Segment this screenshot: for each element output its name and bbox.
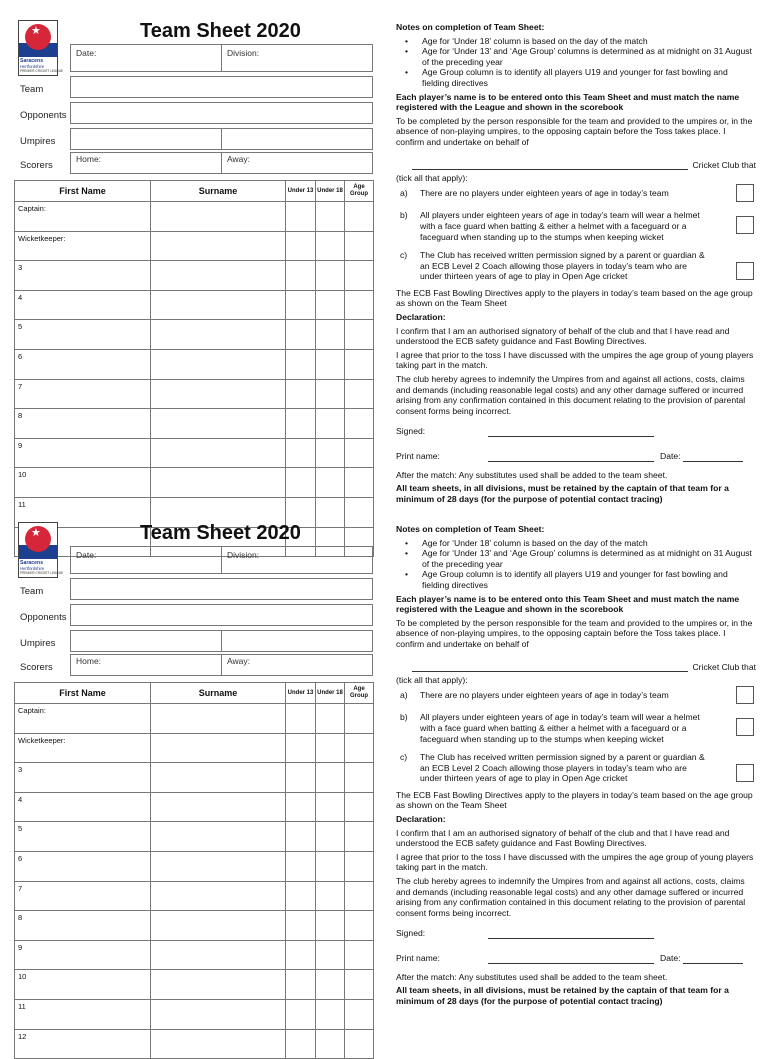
option-c [396,250,756,282]
completion-note: To be completed by the person responsible for the team and provided to the umpires or, in the absence of non-playing umpires, to the opposing captain before the Toss takes place. I confirm and undertake on behalf of [396,115,753,147]
col-age-group: Age Group [345,683,374,704]
signed-label: Signed: [396,426,426,437]
table-row[interactable]: Captain: [15,202,374,232]
notes-bullets [396,36,756,89]
sign-date-field[interactable] [683,451,743,462]
date-label: Date: [660,451,681,461]
print-name-label: Print name: [396,451,440,461]
declaration-3: The club hereby agrees to indemnify the Umpires from and against all actions, costs, claims and demands (including reasonable legal costs) and any other damage suffered or incurred arising from any confirmation contained in this document relating to the provision of parental consent forms being incorrect. [396,374,746,416]
option-a-checkbox[interactable] [736,184,754,202]
declaration-2: I agree that prior to the toss I have discussed with the umpires the age group of young players taking part in the match. [396,349,754,371]
ecb-directives-note: The ECB Fast Bowling Directives apply to the players in today’s team based on the age group as shown on the Team Sheet [396,287,753,309]
table-row[interactable]: 5 [15,320,374,350]
date-label: Date: [76,550,97,560]
signature-field[interactable] [488,426,654,437]
signed-row [396,928,756,939]
after-match-note: After the match: Any substitutes used shall be added to the team sheet. [396,469,668,480]
option-c-checkbox[interactable] [736,764,754,782]
umpire1-field[interactable] [70,630,222,652]
option-b [396,210,756,242]
signed-label: Signed: [396,928,426,939]
date-label: Date: [76,48,97,58]
away-label: Away: [227,154,250,164]
list-item: • Age for ‘Under 18’ column is based on the day of the match [422,36,756,47]
team-field[interactable] [70,578,373,600]
logo-line1: Saracens [20,58,44,64]
ecb-directives-note: The ECB Fast Bowling Directives apply to the players in today’s team based on the age group as shown on the Team Sheet [396,789,753,811]
option-a [396,690,756,701]
tick-all-label: (tick all that apply): [396,675,468,686]
club-suffix: Cricket Club that [692,159,756,170]
option-b-text: All players under eighteen years of age in today’s team will wear a helmet with a face guard when batting & either a helmet with a faceguard or a faceguard when standing up to the stumps when keeping wicket [420,712,700,744]
completion-note: To be completed by the person responsible for the team and provided to the umpires or, in the absence of non-playing umpires, to the opposing captain before the Toss takes place. I confirm and undertake on behalf of [396,617,753,649]
col-first-name: First Name [15,683,151,704]
table-row[interactable]: 10 [15,970,374,1000]
umpire2-field[interactable] [221,630,373,652]
opponents-field[interactable] [70,102,373,124]
scorers-label: Scorers [20,160,53,171]
umpires-label: Umpires [20,136,56,147]
players-table [14,180,374,557]
col-surname: Surname [151,181,286,202]
page-title: Team Sheet 2020 [140,20,301,42]
option-b-checkbox[interactable] [736,216,754,234]
table-row[interactable]: 6 [15,851,374,881]
list-item: • Age Group column is to identify all players U19 and younger for fast bowling and fielding directives [422,67,756,88]
table-row[interactable]: Wicketkeeper: [15,231,374,261]
table-row[interactable]: 3 [15,261,374,291]
table-row[interactable]: 4 [15,792,374,822]
notes-panel [396,524,756,1009]
after-match-note: After the match: Any substitutes used shall be added to the team sheet. [396,971,668,982]
team-label: Team [20,84,44,95]
retention-note: All team sheets, in all divisions, must be retained by the captain of that team for a minimum of 28 days (for the purpose of potential contact tracing) [396,483,729,504]
notes-panel [396,22,756,507]
option-c-label: c) [400,250,408,261]
table-row[interactable]: 10 [15,468,374,498]
saracens-logo: ★ Saracens Hertfordshire PREMIER CRICKET LEAGUE [18,522,58,578]
table-row[interactable]: Wicketkeeper: [15,733,374,763]
declaration-3: The club hereby agrees to indemnify the Umpires from and against all actions, costs, claims and demands (including reasonable legal costs) and any other damage suffered or incurred arising from any confirmation contained in this document relating to the provision of parental consent forms being incorrect. [396,876,746,918]
club-name-field[interactable] [412,671,688,672]
logo-line3: PREMIER CRICKET LEAGUE [20,571,64,575]
list-item: • Age Group column is to identify all players U19 and younger for fast bowling and fielding directives [422,569,756,590]
date-label: Date: [660,953,681,963]
division-label: Division: [227,48,260,58]
logo-line2: Hertfordshire [20,566,45,571]
table-row[interactable]: 7 [15,881,374,911]
table-row[interactable]: 4 [15,290,374,320]
print-name-field[interactable] [488,953,654,964]
team-sheet-2 [0,502,770,1041]
option-a-checkbox[interactable] [736,686,754,704]
home-label: Home: [76,656,102,666]
umpires-label: Umpires [20,638,56,649]
table-row[interactable]: 7 [15,379,374,409]
declaration-heading: Declaration: [396,312,446,323]
table-row[interactable]: 8 [15,409,374,439]
option-b-checkbox[interactable] [736,718,754,736]
table-row[interactable]: 12 [15,1029,374,1059]
name-match-note: Each player’s name is to be entered onto this Team Sheet and must match the name registered with the League and shown in the scorebook [396,593,740,615]
team-sheet-1 [0,0,770,510]
print-name-field[interactable] [488,451,654,462]
notes-bullets [396,538,756,591]
sign-date-field[interactable] [683,953,743,964]
option-a-text: There are no players under eighteen years of age in today’s team [420,689,669,700]
print-name-row [396,953,756,964]
option-a-text: There are no players under eighteen years of age in today’s team [420,187,669,198]
table-row[interactable]: 9 [15,438,374,468]
club-suffix: Cricket Club that [692,661,756,672]
print-name-label: Print name: [396,953,440,963]
page-title: Team Sheet 2020 [140,522,301,544]
retention-note: All team sheets, in all divisions, must be retained by the captain of that team for a minimum of 28 days (for the purpose of potential contact tracing) [396,985,729,1006]
table-row[interactable]: 11 [15,497,374,527]
team-field[interactable] [70,76,373,98]
option-a-label: a) [400,689,408,700]
declaration-heading: Declaration: [396,814,446,825]
team-label: Team [20,586,44,597]
declaration-2: I agree that prior to the toss I have discussed with the umpires the age group of young players taking part in the match. [396,851,754,873]
saracens-logo: ★ Saracens Hertfordshire PREMIER CRICKET LEAGUE [18,20,58,76]
away-label: Away: [227,656,250,666]
list-item: • Age for ‘Under 13’ and ‘Age Group’ columns is determined as at midnight on 31 August of the preceding year [422,46,756,67]
option-c-label: c) [400,752,408,763]
opponents-label: Opponents [20,110,67,121]
declaration-1: I confirm that I am an authorised signatory of behalf of the club and that I have read and understood the ECB safety guidance and Fast Bowling Directives. [396,827,730,849]
scorers-label: Scorers [20,662,53,673]
signed-row [396,426,756,437]
list-item: • Age for ‘Under 18’ column is based on the day of the match [422,538,756,549]
table-row[interactable]: 11 [15,999,374,1029]
option-b-text: All players under eighteen years of age in today’s team will wear a helmet with a face guard when batting & either a helmet with a faceguard or a faceguard when standing up to the stumps when keeping wicket [420,210,700,242]
col-under18: Under 18 [316,683,345,704]
option-b-label: b) [400,210,408,221]
logo-line3: PREMIER CRICKET LEAGUE [20,69,64,73]
print-name-row [396,451,756,462]
name-match-note: Each player’s name is to be entered onto this Team Sheet and must match the name registered with the League and shown in the scorebook [396,91,740,113]
table-row[interactable]: 5 [15,822,374,852]
option-b-label: b) [400,712,408,723]
col-first-name: First Name [15,181,151,202]
table-row[interactable]: 3 [15,763,374,793]
col-under13: Under 13 [286,181,316,202]
notes-heading: Notes on completion of Team Sheet: [396,524,545,534]
col-age-group: Age Group [345,181,374,202]
col-surname: Surname [151,683,286,704]
club-name-field[interactable] [412,169,688,170]
opponents-field[interactable] [70,604,373,626]
signature-field[interactable] [488,928,654,939]
col-under13: Under 13 [286,683,316,704]
table-row[interactable]: 8 [15,911,374,941]
table-row[interactable]: 9 [15,940,374,970]
table-row[interactable]: Captain: [15,704,374,734]
logo-line1: Saracens [20,560,44,566]
option-c-text: The Club has received written permission signed by a parent or guardian & an ECB Level 2 Coach allowing those players in today’s team who are under thirteen years of age to play in Open Age cricket [420,752,705,784]
list-item: • Age for ‘Under 13’ and ‘Age Group’ columns is determined as at midnight on 31 August of the preceding year [422,548,756,569]
table-row[interactable]: 6 [15,349,374,379]
option-c-checkbox[interactable] [736,262,754,280]
option-c [396,752,756,784]
players-table [14,682,374,1059]
option-b [396,712,756,744]
option-a [396,188,756,199]
option-a-label: a) [400,187,408,198]
division-label: Division: [227,550,260,560]
opponents-label: Opponents [20,612,67,623]
notes-heading: Notes on completion of Team Sheet: [396,22,545,32]
umpire1-field[interactable] [70,128,222,150]
logo-line2: Hertfordshire [20,64,45,69]
home-label: Home: [76,154,102,164]
option-c-text: The Club has received written permission signed by a parent or guardian & an ECB Level 2 Coach allowing those players in today’s team who are under thirteen years of age to play in Open Age cricket [420,250,705,282]
declaration-1: I confirm that I am an authorised signatory of behalf of the club and that I have read and understood the ECB safety guidance and Fast Bowling Directives. [396,325,730,347]
tick-all-label: (tick all that apply): [396,173,468,184]
umpire2-field[interactable] [221,128,373,150]
col-under18: Under 18 [316,181,345,202]
